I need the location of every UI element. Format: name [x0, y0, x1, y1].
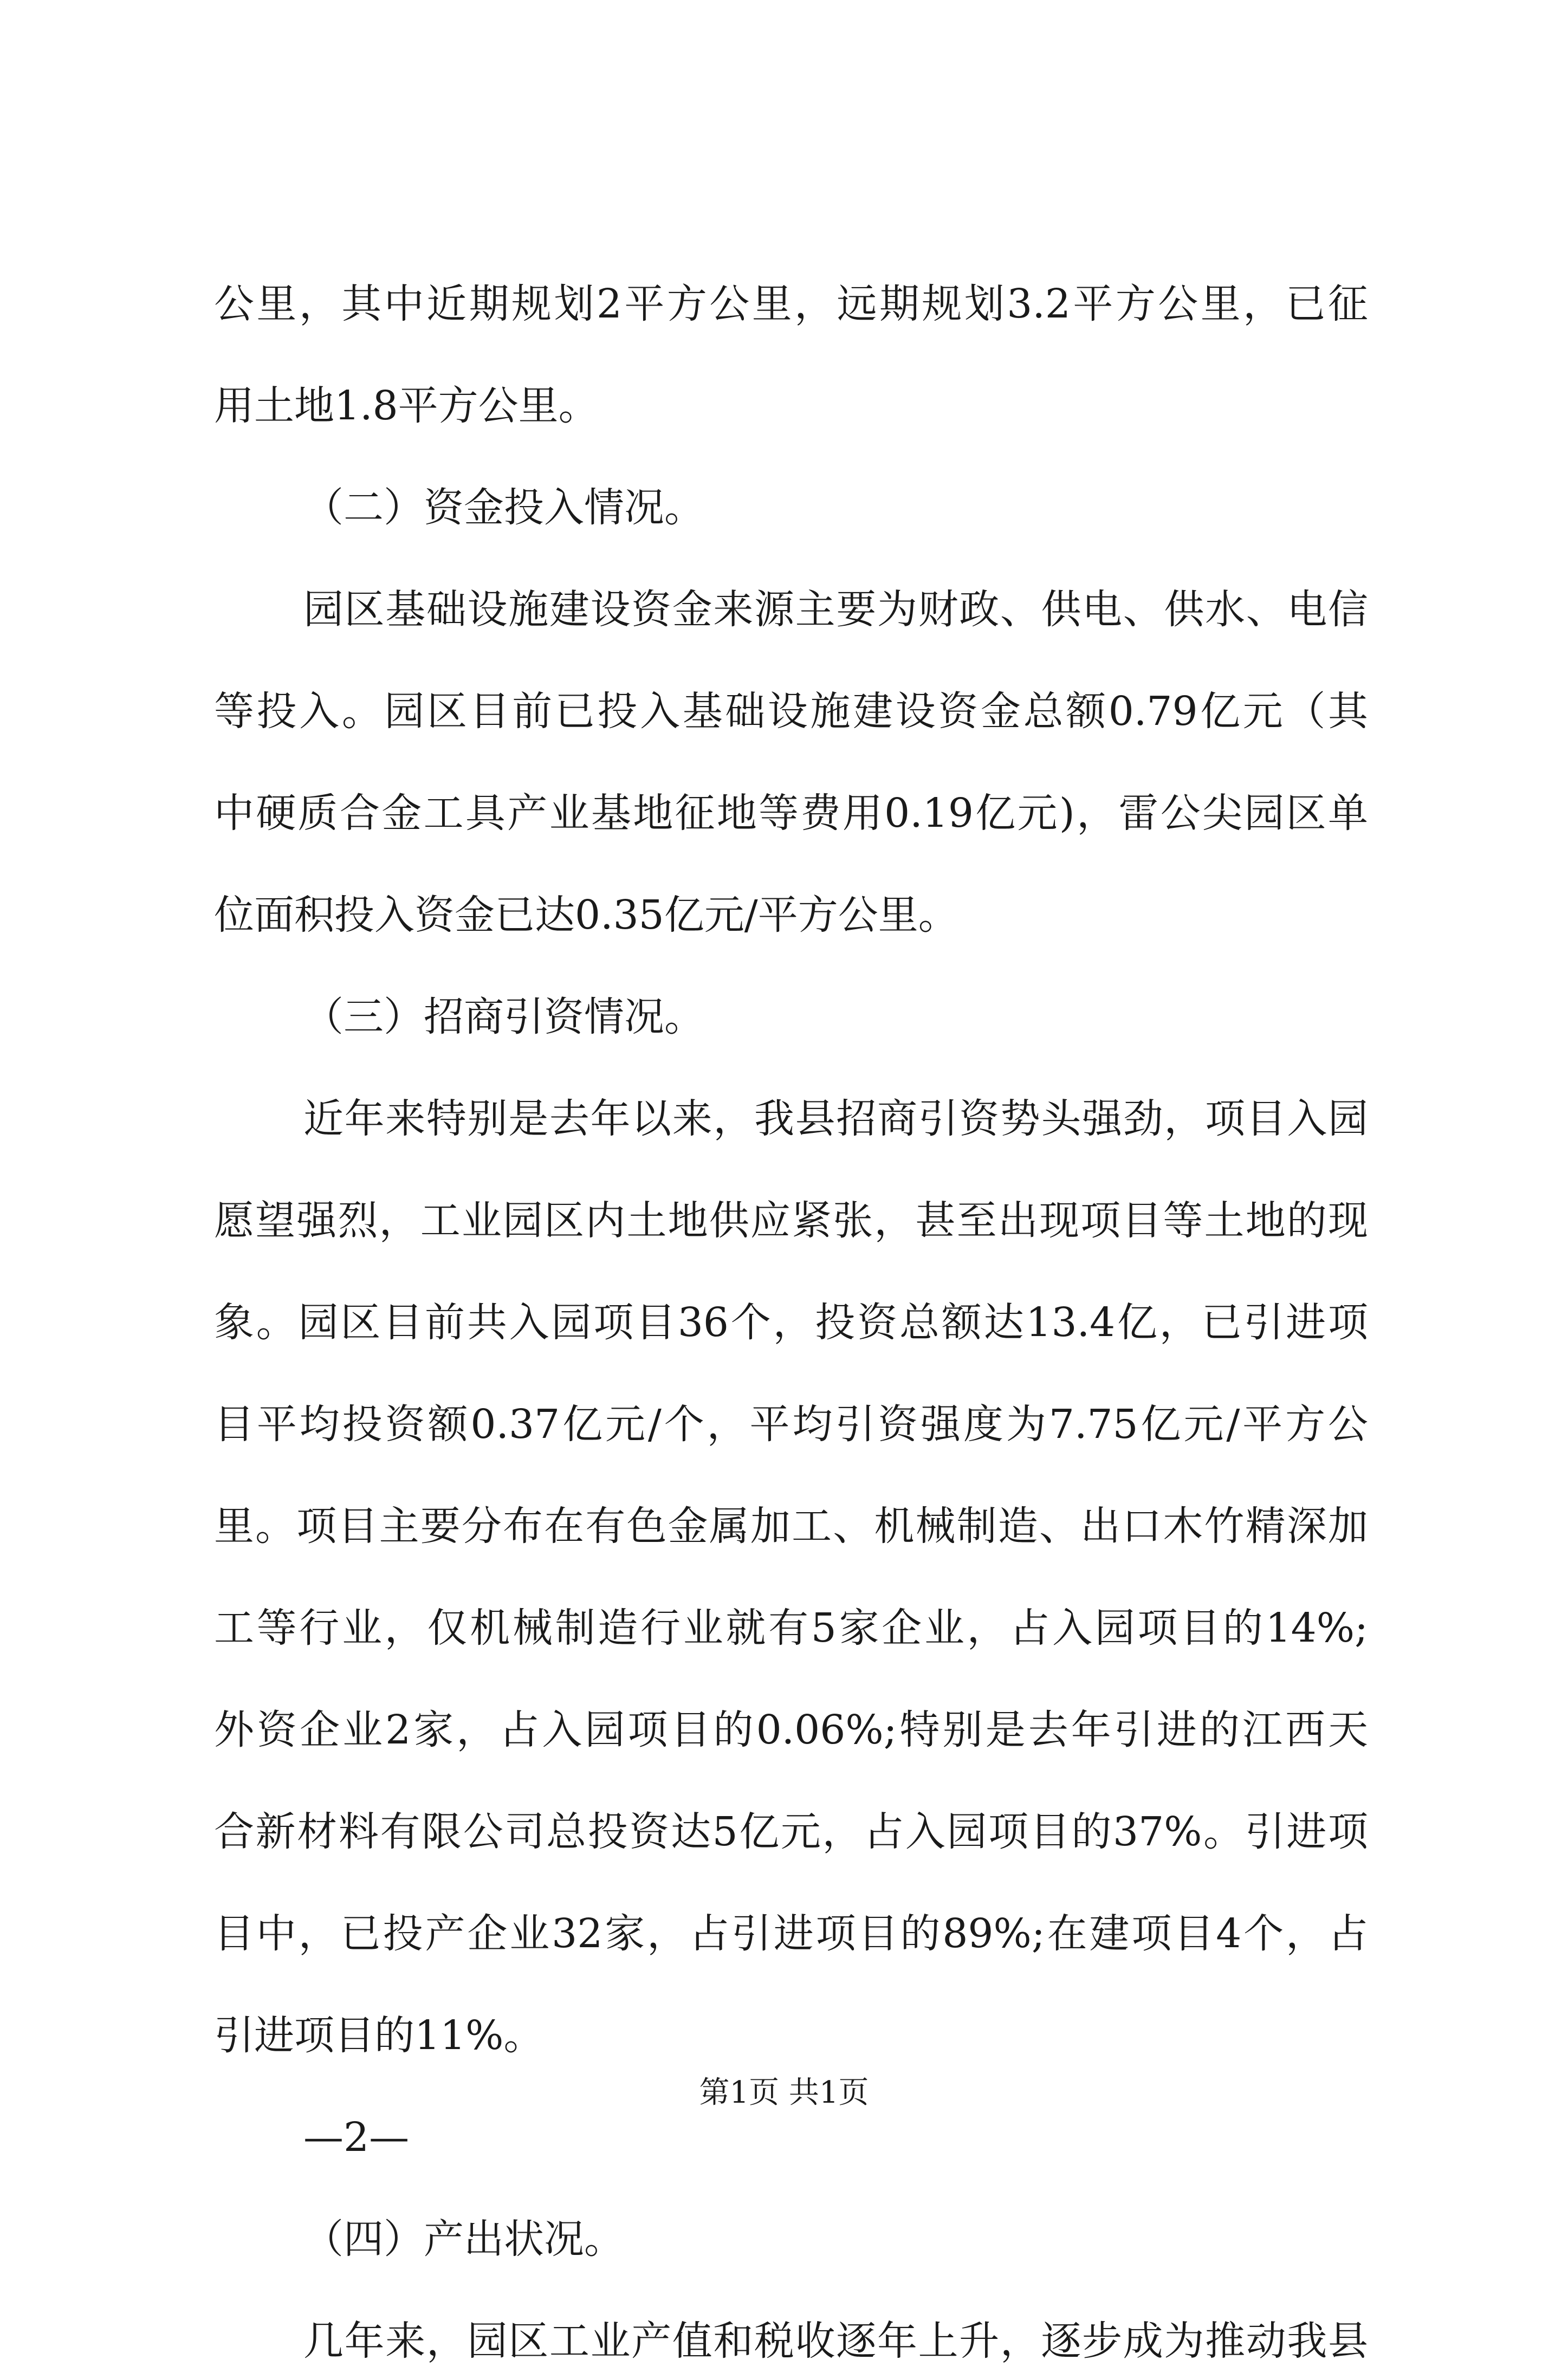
text-line: 象。园区目前共入园项目36个，投资总额达13.4亿，已引进项 — [214, 1299, 1368, 1346]
text-line: 目平均投资额0.37亿元/个，平均引资强度为7.75亿元/平方公 — [214, 1401, 1368, 1448]
text-line: 愿望强烈，工业园区内土地供应紧张，甚至出现项目等土地的现 — [214, 1197, 1368, 1244]
text-line: 几年来，园区工业产值和税收逐年上升，逐步成为推动我县 — [303, 2318, 1368, 2364]
section-heading: （二）资金投入情况。 — [303, 484, 704, 531]
section-heading: （四）产出状况。 — [303, 2216, 624, 2263]
text-line: 用土地1.8平方公里。 — [214, 383, 599, 429]
text-line: 等投入。园区目前已投入基础设施建设资金总额0.79亿元（其 — [214, 688, 1368, 735]
page-footer: 第1页 共1页 — [699, 2075, 869, 2110]
text-line: 目中，已投产企业32家，占引进项目的89%;在建项目4个，占 — [214, 1910, 1368, 1957]
text-line: 园区基础设施建设资金来源主要为财政、供电、供水、电信 — [303, 586, 1368, 633]
text-line: 里。项目主要分布在有色金属加工、机械制造、出口木竹精深加 — [214, 1503, 1368, 1550]
text-line: 工等行业，仅机械制造行业就有5家企业，占入园项目的14%; — [214, 1605, 1368, 1651]
text-line: 位面积投入资金已达0.35亿元/平方公里。 — [214, 892, 958, 938]
text-line: 外资企业2家，占入园项目的0.06%;特别是去年引进的江西天 — [214, 1707, 1368, 1753]
text-line: 近年来特别是去年以来，我县招商引资势头强劲，项目入园 — [303, 1096, 1368, 1142]
inline-page-number: —2— — [303, 2114, 410, 2161]
section-heading: （三）招商引资情况。 — [303, 994, 704, 1040]
text-line: 中硬质合金工具产业基地征地等费用0.19亿元)，雷公尖园区单 — [214, 790, 1368, 837]
text-line: 合新材料有限公司总投资达5亿元，占入园项目的37%。引进项 — [214, 1808, 1368, 1855]
document-body — [214, 279, 1368, 2366]
text-line: 引进项目的11%。 — [214, 2012, 544, 2059]
text-line: 公里，其中近期规划2平方公里，远期规划3.2平方公里，已征 — [214, 281, 1368, 327]
